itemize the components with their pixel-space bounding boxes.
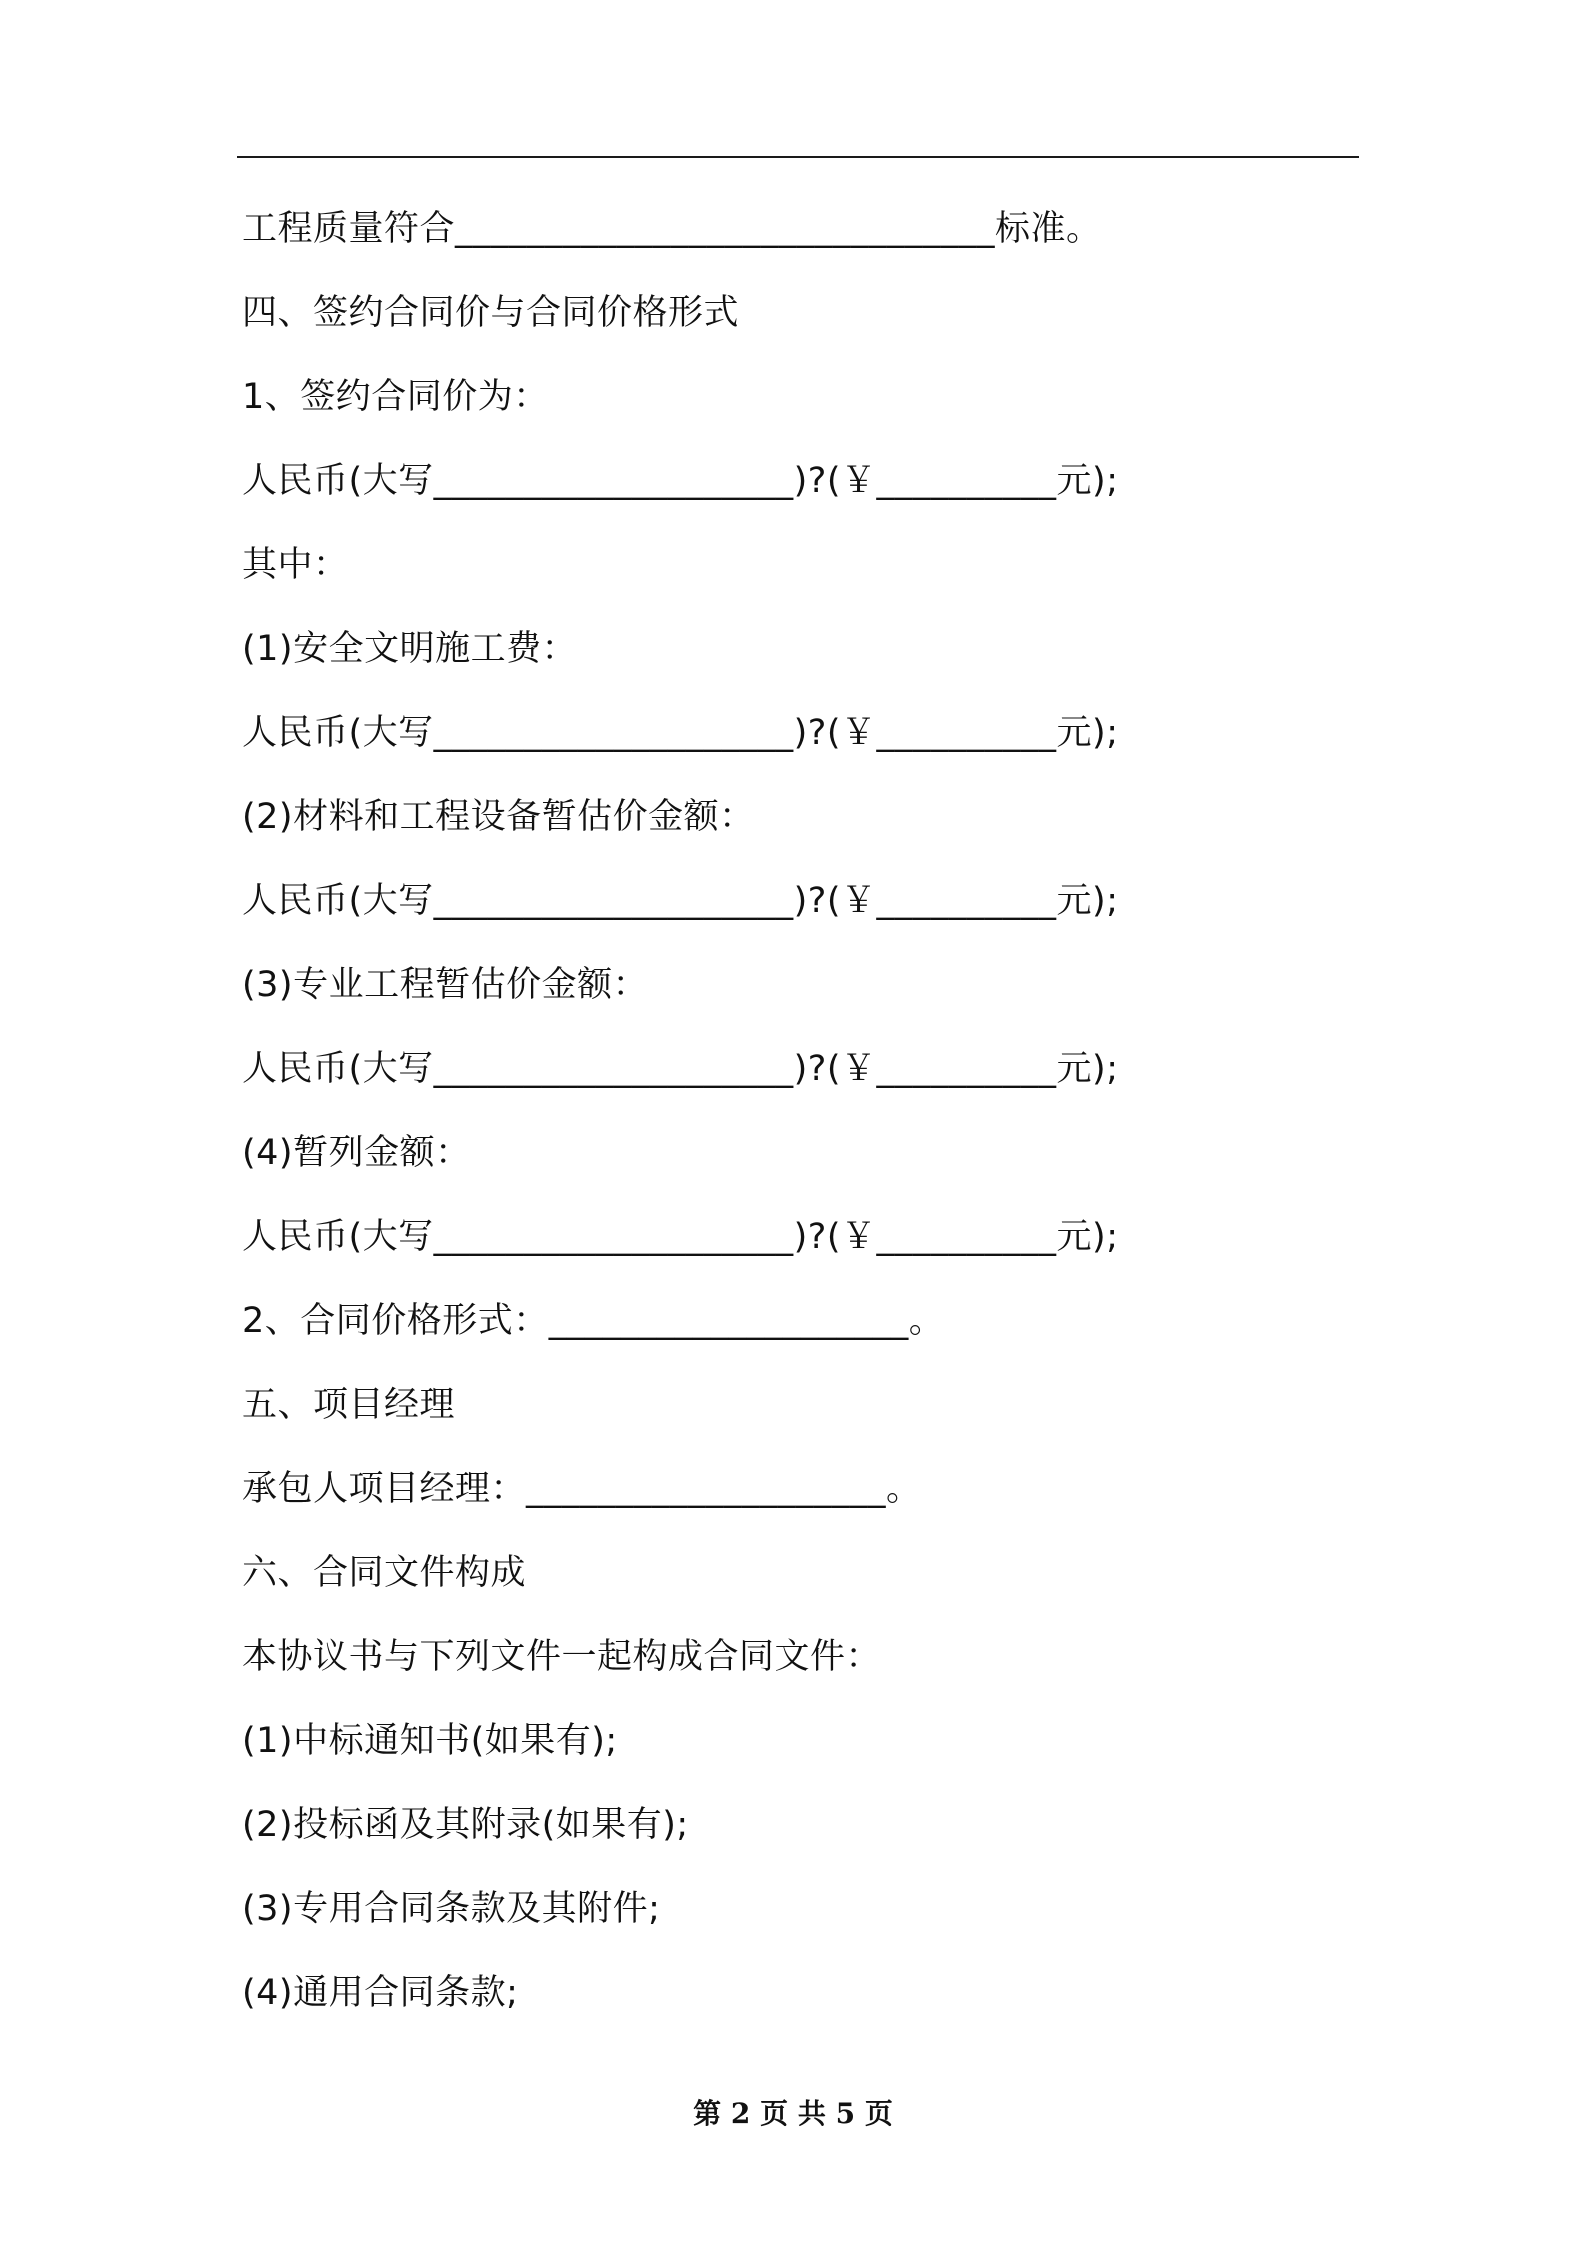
materials-estimate-label: (2)材料和工程设备暂估价金额： bbox=[242, 797, 755, 837]
section-six-heading: 六、合同文件构成 bbox=[242, 1553, 527, 1593]
specialty-estimate-amount: 人民币(大写____________________)?(￥__________元); bbox=[242, 1049, 1119, 1089]
header-rule bbox=[237, 156, 1359, 158]
project-manager-line: 承包人项目经理：____________________。 bbox=[242, 1469, 922, 1509]
materials-estimate-amount: 人民币(大写____________________)?(￥__________元); bbox=[242, 881, 1119, 921]
quality-standard-line: 工程质量符合______________________________标准。 bbox=[242, 209, 1102, 249]
safety-fee-label: (1)安全文明施工费： bbox=[242, 629, 578, 669]
documents-intro: 本协议书与下列文件一起构成合同文件： bbox=[242, 1637, 882, 1677]
price-form-line: 2、合同价格形式：____________________。 bbox=[242, 1301, 945, 1341]
document-item-4: (4)通用合同条款; bbox=[242, 1973, 519, 2013]
document-item-2: (2)投标函及其附录(如果有); bbox=[242, 1805, 689, 1845]
page-number: 第 2 页 共 5 页 bbox=[693, 2097, 893, 2130]
document-body bbox=[242, 196, 1362, 2044]
section-four-heading: 四、签约合同价与合同价格形式 bbox=[242, 293, 740, 333]
contract-price-heading: 1、签约合同价为： bbox=[242, 377, 549, 417]
section-five-heading: 五、项目经理 bbox=[242, 1385, 456, 1425]
contract-price-amount: 人民币(大写____________________)?(￥__________元); bbox=[242, 461, 1119, 501]
document-item-3: (3)专用合同条款及其附件; bbox=[242, 1889, 661, 1929]
of-which-label: 其中： bbox=[242, 545, 349, 585]
provisional-sum-amount: 人民币(大写____________________)?(￥__________元); bbox=[242, 1217, 1119, 1257]
document-item-1: (1)中标通知书(如果有); bbox=[242, 1721, 618, 1761]
specialty-estimate-label: (3)专业工程暂估价金额： bbox=[242, 965, 649, 1005]
safety-fee-amount: 人民币(大写____________________)?(￥__________元); bbox=[242, 713, 1119, 753]
provisional-sum-label: (4)暂列金额： bbox=[242, 1133, 471, 1173]
